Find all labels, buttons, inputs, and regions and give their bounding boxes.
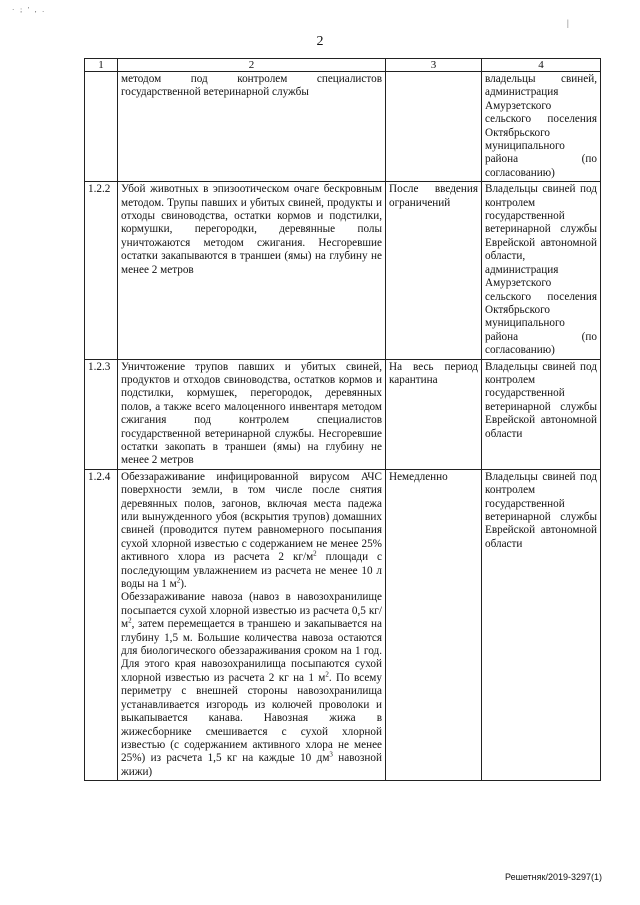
measure-paragraph-soil: Обеззараживание инфицированной вирусом АЧС поверхности земли, в том числе после снятия деревянных полов, загонов, включая места падежа или вынужденного убоя (вскрытия трупов) домашних свиней (проводится путем равномерного посыпания сухой хлорной известью с содержанием не менее 25% активного хлора из расчета 2 $кг/м^2$ площади с последующим увлажнением из расчета не менее 10 л воды на 1 $м^2$). [121, 470, 382, 591]
table-row [85, 359, 601, 469]
scan-mark-top-left: · ; ' , . [12, 6, 47, 14]
header-col-4: 4 [482, 59, 601, 72]
measures-table [84, 58, 601, 781]
measure-paragraph-manure: Обеззараживание навоза (навоз в навозохранилище посыпается сухой хлорной известью из расчета 0,5 $кг/м^2$, затем перемещается в траншею и закапывается на глубину 1,5 м. Большие количества навоза остаются для биологического обеззараживания сроком на 1 год. Для этого края навозохранилища посыпаются сухой хлорной известью из расчета 2 кг на 1 $м^2$. По всему периметру с внешней стороны навозохранилища устанавливается изгородь из колючей проволоки и выкапывается канава. Навозная жижа в жижесборнике смешивается с сухой хлорной известью (с содержанием активного хлора не менее 25%) из расчета 1,5 кг на каждые 10 $дм^3$ навозной жижи) [121, 591, 382, 778]
timing-text: Немедленно [386, 469, 482, 780]
page-number: 2 [316, 34, 324, 49]
row-number: 1.2.2 [85, 182, 118, 359]
row-number: 1.2.4 [85, 469, 118, 780]
responsible-text: владельцы свиней, администрация Амурзетского сельского поселения Октябрьского муниципального района (по согласованию) [482, 72, 601, 182]
timing-text [386, 72, 482, 182]
measure-text: Уничтожение трупов павших и убитых свиней, продуктов и отходов свиноводства, остатков кормов и подстилки, кормушек, перегородок, деревянных полов, а также всего малоценного инвентаря методом сжигания под контролем специалистов государственной ветеринарной службы. Несгоревшие остатки закопать в траншеи (ямы) на глубину не менее 2 метров [118, 359, 386, 469]
timing-text: После введения ограничений [386, 182, 482, 359]
table-header-row [85, 59, 601, 72]
document-code: Решетняк/2019-3297(1) [505, 872, 602, 882]
header-col-3: 3 [386, 59, 482, 72]
measure-text: Убой животных в эпизоотическом очаге бескровным методом. Трупы павших и убитых свиней, продукты и отходы свиноводства, остатки кормов и подстилки, кормушки, перегородки, деревянные полы уничтожаются методом сжигания. Несгоревшие остатки закапываются в траншеи (ямы) на глубину не менее 2 метров [118, 182, 386, 359]
header-col-2: 2 [118, 59, 386, 72]
table-row [85, 469, 601, 780]
measure-text [118, 469, 386, 780]
table-row [85, 72, 601, 182]
header-col-1: 1 [85, 59, 118, 72]
responsible-text: Владельцы свиней под контролем государственной ветеринарной службы Еврейской автономной области [482, 469, 601, 780]
scan-mark-top-right: | [567, 18, 569, 28]
row-number: 1.2.3 [85, 359, 118, 469]
measure-text: методом под контролем специалистов государственной ветеринарной службы [118, 72, 386, 182]
table-row [85, 182, 601, 359]
row-number [85, 72, 118, 182]
timing-text: На весь период карантина [386, 359, 482, 469]
responsible-text: Владельцы свиней под контролем государственной ветеринарной службы Еврейской автономной области [482, 359, 601, 469]
responsible-text: Владельцы свиней под контролем государственной ветеринарной службы Еврейской автономной области, администрация Амурзетского сельского поселения Октябрьского муниципального района (по согласованию) [482, 182, 601, 359]
